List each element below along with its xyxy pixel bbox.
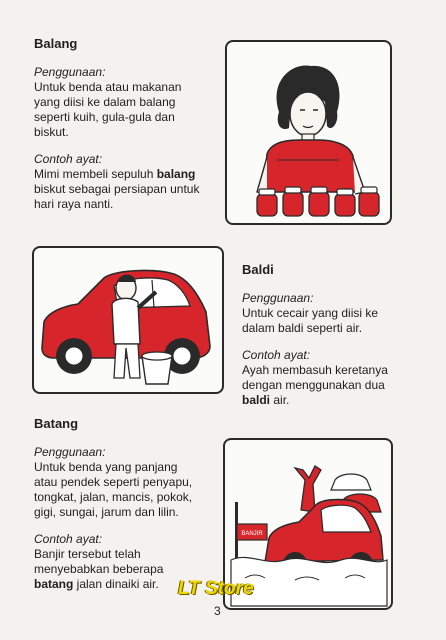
batang-usage-line: gigi, sungai, jarum dan lilin.	[34, 505, 179, 519]
baldi-usage-line: dalam baldi seperti air.	[242, 321, 363, 335]
balang-example-line: Mimi membeli sepuluh balang	[34, 167, 196, 181]
baldi-illustration	[32, 246, 224, 394]
batang-example-label: Contoh ayat:	[34, 532, 103, 546]
batang-section	[34, 416, 234, 592]
batang-usage-line: Untuk benda yang panjang	[34, 460, 178, 474]
batang-usage-label: Penggunaan:	[34, 445, 106, 459]
balang-section	[34, 36, 224, 212]
baldi-keyword: baldi	[242, 393, 271, 407]
man-washing-car-drawing	[34, 248, 222, 392]
batang-title: Batang	[34, 416, 79, 431]
balang-title: Balang	[34, 36, 78, 51]
store-watermark: LT Store	[178, 578, 254, 599]
woman-with-jars-drawing	[227, 42, 390, 223]
balang-illustration	[225, 40, 392, 225]
baldi-example-line: dengan menggunakan dua	[242, 378, 385, 392]
batang-keyword: batang	[34, 577, 74, 591]
sign-text: BANJIR	[241, 531, 263, 537]
baldi-usage-line: Untuk cecair yang diisi ke	[242, 306, 379, 320]
batang-usage-line: atau pendek seperti penyapu,	[34, 475, 193, 489]
batang-example-line: batang jalan dinaiki air.	[34, 577, 159, 591]
balang-keyword: balang	[156, 167, 196, 181]
baldi-example-line: Ayah membasuh keretanya	[242, 363, 388, 377]
baldi-example-line: baldi air.	[242, 393, 290, 407]
balang-usage-line: biskut.	[34, 125, 69, 139]
balang-usage-line: yang diisi ke dalam balang	[34, 95, 176, 109]
balang-example-label: Contoh ayat:	[34, 152, 103, 166]
batang-usage-line: tongkat, jalan, mancis, pokok,	[34, 490, 193, 504]
balang-usage-line: seperti kuih, gula-gula dan	[34, 110, 175, 124]
baldi-usage-label: Penggunaan:	[242, 291, 314, 305]
batang-example-line: menyebabkan beberapa	[34, 562, 164, 576]
baldi-section	[242, 262, 432, 408]
balang-example-line: biskut sebagai persiapan untuk	[34, 182, 200, 196]
balang-usage-line: Untuk benda atau makanan	[34, 80, 182, 94]
balang-usage-label: Penggunaan:	[34, 65, 106, 79]
page-number: 3	[214, 604, 221, 618]
baldi-title: Baldi	[242, 262, 274, 277]
baldi-example-label: Contoh ayat:	[242, 348, 311, 362]
batang-example-line: Banjir tersebut telah	[34, 547, 141, 561]
balang-example-line: hari raya nanti.	[34, 197, 114, 211]
